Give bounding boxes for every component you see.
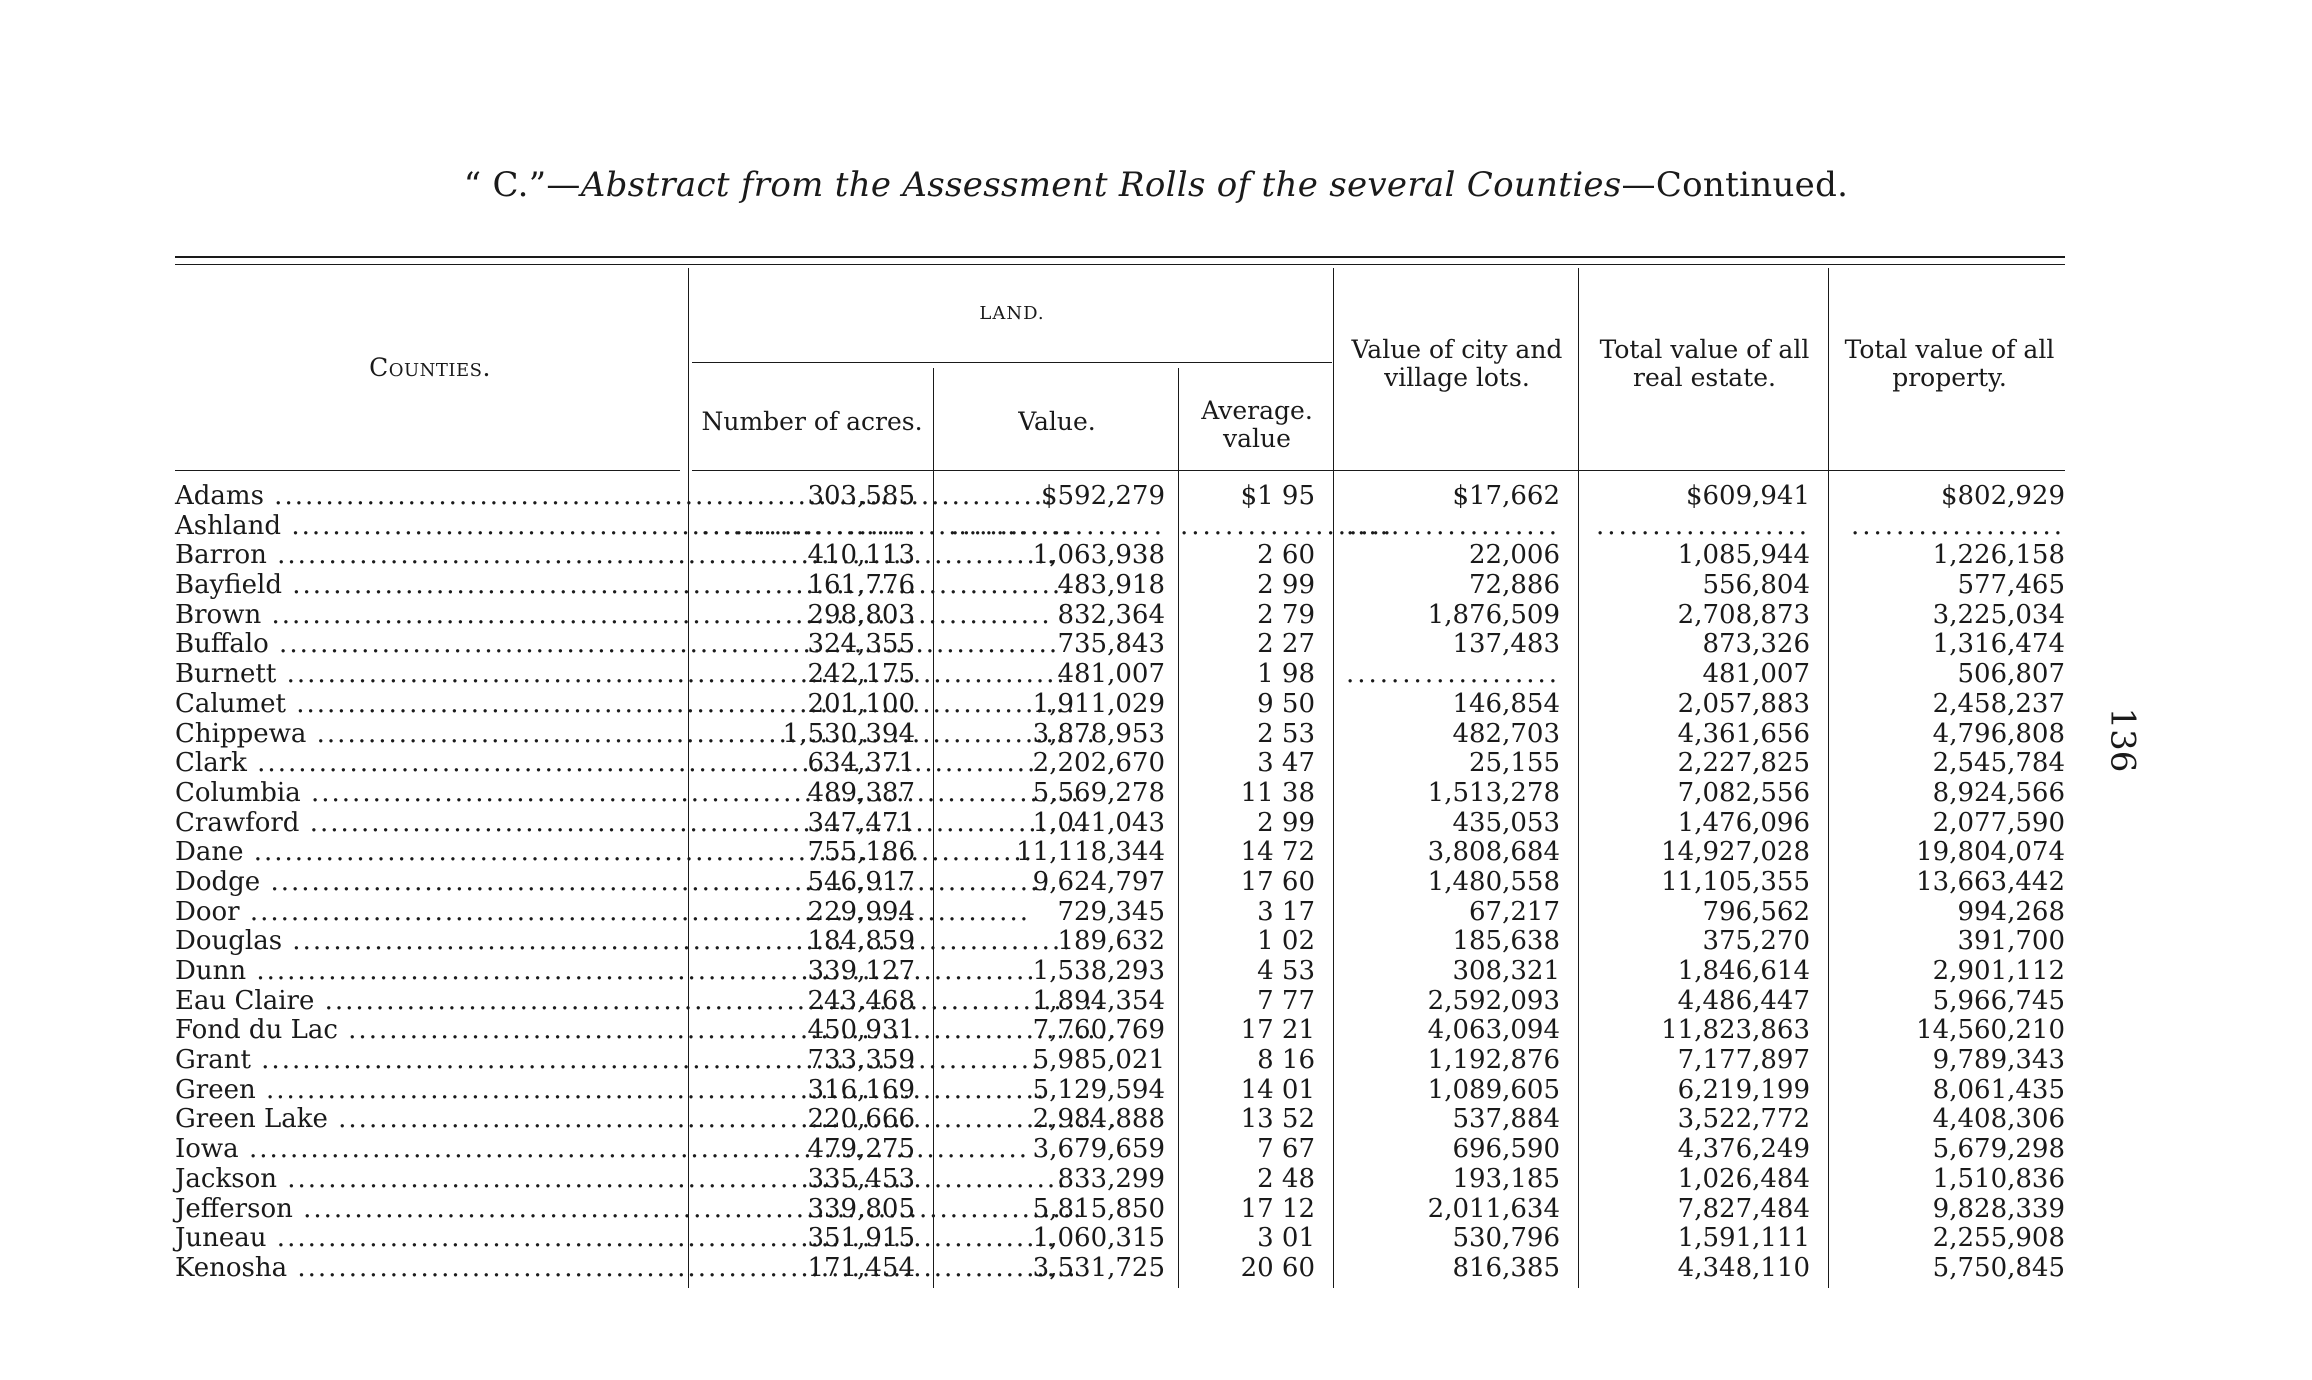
cell-value: 5,569,278: [1032, 777, 1165, 808]
cell-real: 1,476,096: [1677, 807, 1810, 838]
cell-property: 1,226,158: [1932, 540, 2065, 571]
cell-property: ...................: [1850, 510, 2065, 541]
cell-lots: 22,006: [1469, 540, 1560, 571]
county-name: Adams .....: [175, 482, 680, 512]
table-row: [0, 1046, 2312, 1076]
cell-property: 5,966,745: [1932, 985, 2065, 1016]
cell-avg: 2 48: [1257, 1163, 1315, 1194]
cell-lots: 185,638: [1452, 926, 1560, 957]
table-body: [0, 482, 2312, 1284]
cell-value: 2,984,888: [1032, 1104, 1165, 1135]
cell-lots: 137,483: [1452, 629, 1560, 660]
cell-lots: 193,185: [1452, 1163, 1560, 1194]
county-name: Calumet .....: [175, 690, 680, 720]
county-name: Jackson .....: [175, 1165, 680, 1195]
county-name: Green .....: [175, 1076, 680, 1106]
cell-lots: 1,089,605: [1427, 1074, 1560, 1105]
county-name: Dodge .....: [175, 868, 680, 898]
header-counties: Counties.: [369, 353, 491, 382]
cell-value: 735,843: [1057, 629, 1165, 660]
cell-property: 2,901,112: [1932, 956, 2065, 986]
cell-lots: $17,662: [1452, 481, 1560, 511]
cell-property: 577,465: [1957, 570, 2065, 601]
cell-avg: 11 38: [1240, 777, 1315, 808]
header-lots: [1337, 336, 1577, 392]
cell-acres: 184,859: [807, 926, 915, 957]
county-name: Columbia .....: [175, 779, 680, 809]
cell-property: 506,807: [1957, 659, 2065, 690]
cell-acres: 229,994: [807, 896, 915, 927]
cell-value: 9,624,797: [1032, 866, 1165, 897]
table-row: [0, 809, 2312, 839]
header-average-line1: Average.: [1201, 396, 1313, 425]
cell-value: 5,985,021: [1032, 1045, 1165, 1076]
table-row: [0, 898, 2312, 928]
cell-property: 391,700: [1957, 926, 2065, 957]
top-double-rule-2: [175, 264, 2065, 265]
cell-avg: ...................: [1180, 510, 1395, 541]
cell-real: 3,522,772: [1677, 1104, 1810, 1135]
county-name: Kenosha .....: [175, 1254, 680, 1284]
cell-property: 1,510,836: [1932, 1163, 2065, 1194]
county-name: Green Lake .....: [175, 1105, 680, 1135]
cell-property: 13,663,442: [1916, 866, 2065, 897]
land-header-rule: [692, 362, 1332, 363]
cell-property: 2,458,237: [1932, 688, 2065, 719]
cell-avg: 2 53: [1257, 718, 1315, 749]
county-name: Grant .....: [175, 1046, 680, 1076]
cell-acres: 410,113: [807, 540, 915, 571]
cell-avg: 17 21: [1240, 1015, 1315, 1046]
cell-acres: 479,275: [807, 1134, 915, 1165]
cell-real: 1,085,944: [1677, 540, 1810, 571]
cell-avg: 14 01: [1240, 1074, 1315, 1105]
cell-real: 7,082,556: [1677, 777, 1810, 808]
cell-acres: 201,100: [807, 688, 915, 719]
title-italic: Abstract from the Assessment Rolls of the several Counties: [580, 165, 1622, 205]
county-name: Jefferson .....: [175, 1195, 680, 1225]
county-name: Barron .....: [175, 541, 680, 571]
cell-avg: 13 52: [1240, 1104, 1315, 1135]
cell-real: 7,177,897: [1677, 1045, 1810, 1076]
table-row: [0, 1076, 2312, 1106]
table-row: [0, 720, 2312, 750]
cell-avg: 1 98: [1257, 659, 1315, 690]
county-name: Bayfield .....: [175, 571, 680, 601]
cell-property: 3,225,034: [1932, 599, 2065, 630]
cell-value: 5,129,594: [1032, 1074, 1165, 1105]
cell-real: 1,026,484: [1677, 1163, 1810, 1194]
header-real-line2: real estate.: [1633, 363, 1776, 392]
cell-acres: 755,186: [807, 837, 915, 868]
cell-property: 9,828,339: [1932, 1193, 2065, 1224]
cell-avg: 7 67: [1257, 1134, 1315, 1165]
cell-acres: 243,468: [807, 985, 915, 1016]
cell-acres: 546,917: [807, 866, 915, 897]
cell-avg: 9 50: [1257, 688, 1315, 719]
cell-value: 729,345: [1057, 896, 1165, 927]
cell-property: 5,750,845: [1932, 1252, 2065, 1283]
cell-lots: 2,011,634: [1427, 1193, 1560, 1224]
cell-real: 796,562: [1702, 896, 1810, 927]
cell-real: 4,361,656: [1677, 718, 1810, 749]
cell-value: 5,815,850: [1032, 1193, 1165, 1224]
cell-property: 1,316,474: [1932, 629, 2065, 660]
table-row: [0, 1224, 2312, 1254]
cell-real: 4,376,249: [1677, 1134, 1810, 1165]
cell-avg: 20 60: [1240, 1252, 1315, 1283]
cell-avg: 3 17: [1257, 896, 1315, 927]
county-name: Iowa .....: [175, 1135, 680, 1165]
cell-real: ...................: [1595, 510, 1810, 541]
cell-real: 2,227,825: [1677, 748, 1810, 779]
cell-lots: ...................: [1345, 510, 1560, 541]
cell-real: 1,591,111: [1677, 1223, 1810, 1254]
header-lots-line2: village lots.: [1384, 363, 1530, 392]
table-row: [0, 1254, 2312, 1284]
cell-value: 1,060,315: [1032, 1223, 1165, 1254]
cell-acres: 220,666: [807, 1104, 915, 1135]
cell-property: 4,796,808: [1932, 718, 2065, 749]
header-land: LAND.: [979, 303, 1045, 324]
header-real-line1: Total value of all: [1599, 335, 1810, 364]
county-name: Dane .....: [175, 838, 680, 868]
county-name: Douglas .....: [175, 927, 680, 957]
table-row: [0, 601, 2312, 631]
county-name: Clark .....: [175, 749, 680, 779]
title-prefix: “ C.”—: [463, 165, 581, 205]
cell-avg: 2 60: [1257, 540, 1315, 571]
cell-real: 481,007: [1702, 659, 1810, 690]
cell-acres: ...................: [700, 510, 915, 541]
cell-value: ...................: [950, 510, 1165, 541]
table-row: [0, 541, 2312, 571]
table-row: [0, 927, 2312, 957]
cell-lots: 146,854: [1452, 688, 1560, 719]
county-name: Dunn .....: [175, 957, 680, 987]
cell-acres: 303,585: [807, 481, 915, 511]
cell-property: 994,268: [1957, 896, 2065, 927]
cell-value: 189,632: [1057, 926, 1165, 957]
cell-property: 5,679,298: [1932, 1134, 2065, 1165]
county-name: Ashland .....: [175, 512, 680, 542]
cell-avg: 8 16: [1257, 1045, 1315, 1076]
cell-real: 6,219,199: [1677, 1074, 1810, 1105]
cell-value: 483,918: [1057, 570, 1165, 601]
cell-real: 11,105,355: [1661, 866, 1810, 897]
table-row: [0, 512, 2312, 542]
header-average-line2: value: [1223, 424, 1291, 453]
cell-value: 11,118,344: [1016, 837, 1165, 868]
cell-real: 4,348,110: [1677, 1252, 1810, 1283]
cell-property: 19,804,074: [1916, 837, 2065, 868]
table-row: [0, 987, 2312, 1017]
table-row: [0, 571, 2312, 601]
header-real-estate: [1582, 336, 1827, 392]
county-name: Burnett .....: [175, 660, 680, 690]
cell-real: $609,941: [1685, 481, 1810, 511]
cell-avg: 17 12: [1240, 1193, 1315, 1224]
table-row: [0, 630, 2312, 660]
header-average: [1182, 397, 1332, 453]
cell-acres: 339,127: [807, 956, 915, 986]
cell-real: 375,270: [1702, 926, 1810, 957]
cell-lots: 1,480,558: [1427, 866, 1560, 897]
cell-value: 481,007: [1057, 659, 1165, 690]
county-name: Fond du Lac .....: [175, 1016, 680, 1046]
page-number: 136: [2102, 707, 2143, 773]
cell-real: 2,708,873: [1677, 599, 1810, 630]
cell-acres: 242,175: [807, 659, 915, 690]
cell-value: 3,878,953: [1032, 718, 1165, 749]
cell-lots: 3,808,684: [1427, 837, 1560, 868]
cell-real: 873,326: [1702, 629, 1810, 660]
cell-avg: 2 79: [1257, 599, 1315, 630]
cell-lots: 816,385: [1452, 1252, 1560, 1283]
cell-lots: 435,053: [1452, 807, 1560, 838]
table-row: [0, 482, 2312, 512]
cell-real: 556,804: [1702, 570, 1810, 601]
cell-value: $592,279: [1040, 481, 1165, 511]
cell-property: 2,077,590: [1932, 807, 2065, 838]
cell-acres: 1,530,394: [782, 718, 915, 749]
cell-real: 7,827,484: [1677, 1193, 1810, 1224]
cell-lots: 2,592,093: [1427, 985, 1560, 1016]
cell-value: 1,894,354: [1032, 985, 1165, 1016]
cell-lots: 530,796: [1452, 1223, 1560, 1254]
header-bottom-rule: [175, 470, 680, 471]
page-title: [0, 165, 2312, 205]
county-name: Buffalo .....: [175, 630, 680, 660]
county-name: Door .....: [175, 898, 680, 928]
header-property-line1: Total value of all: [1844, 335, 2055, 364]
header-property: [1832, 336, 2067, 392]
cell-acres: 161,776: [807, 570, 915, 601]
cell-real: 14,927,028: [1661, 837, 1810, 868]
cell-real: 11,823,863: [1661, 1015, 1810, 1046]
cell-value: 7,760,769: [1032, 1015, 1165, 1046]
cell-avg: 1 02: [1257, 926, 1315, 957]
cell-lots: 1,876,509: [1427, 599, 1560, 630]
cell-lots: 72,886: [1469, 570, 1560, 601]
cell-acres: 324,355: [807, 629, 915, 660]
cell-value: 3,679,659: [1032, 1134, 1165, 1165]
cell-lots: ...................: [1345, 659, 1560, 690]
cell-acres: 335,453: [807, 1163, 915, 1194]
top-double-rule-1: [175, 256, 2065, 258]
cell-avg: 2 27: [1257, 629, 1315, 660]
cell-value: 832,364: [1057, 599, 1165, 630]
county-name: Juneau .....: [175, 1224, 680, 1254]
table-row: [0, 749, 2312, 779]
cell-avg: 2 99: [1257, 570, 1315, 601]
cell-acres: 489,387: [807, 777, 915, 808]
cell-avg: 14 72: [1240, 837, 1315, 868]
cell-avg: 2 99: [1257, 807, 1315, 838]
cell-lots: 4,063,094: [1427, 1015, 1560, 1046]
cell-avg: $1 95: [1240, 481, 1315, 511]
table-row: [0, 1135, 2312, 1165]
cell-acres: 339,805: [807, 1193, 915, 1224]
cell-value: 1,538,293: [1032, 956, 1165, 986]
header-acres: Number of acres.: [701, 407, 923, 436]
cell-value: 1,911,029: [1032, 688, 1165, 719]
table-row: [0, 838, 2312, 868]
cell-acres: 351,915: [807, 1223, 915, 1254]
cell-value: 1,041,043: [1032, 807, 1165, 838]
table-row: [0, 957, 2312, 987]
county-name: Crawford .....: [175, 809, 680, 839]
cell-lots: 1,513,278: [1427, 777, 1560, 808]
cell-acres: 733,359: [807, 1045, 915, 1076]
cell-property: 8,061,435: [1932, 1074, 2065, 1105]
table-row: [0, 1165, 2312, 1195]
cell-acres: 634,371: [807, 748, 915, 779]
table-row: [0, 660, 2312, 690]
cell-value: 2,202,670: [1032, 748, 1165, 779]
cell-lots: 1,192,876: [1427, 1045, 1560, 1076]
cell-lots: 25,155: [1469, 748, 1560, 779]
cell-real: 4,486,447: [1677, 985, 1810, 1016]
cell-property: 8,924,566: [1932, 777, 2065, 808]
cell-real: 2,057,883: [1677, 688, 1810, 719]
cell-lots: 67,217: [1469, 896, 1560, 927]
table-row: [0, 1105, 2312, 1135]
cell-avg: 17 60: [1240, 866, 1315, 897]
county-name: Chippewa .....: [175, 720, 680, 750]
header-lots-line1: Value of city and: [1351, 335, 1563, 364]
table-row: [0, 1016, 2312, 1046]
cell-property: 2,255,908: [1932, 1223, 2065, 1254]
cell-value: 1,063,938: [1032, 540, 1165, 571]
cell-acres: 298,803: [807, 599, 915, 630]
title-suffix: —Continued.: [1621, 165, 1849, 205]
cell-property: 9,789,343: [1932, 1045, 2065, 1076]
cell-real: 1,846,614: [1677, 956, 1810, 986]
table-row: [0, 868, 2312, 898]
header-property-line2: property.: [1892, 363, 2007, 392]
cell-lots: 537,884: [1452, 1104, 1560, 1135]
cell-property: 14,560,210: [1916, 1015, 2065, 1046]
header-bottom-rule: [692, 470, 2065, 471]
cell-acres: 316,169: [807, 1074, 915, 1105]
table-row: [0, 690, 2312, 720]
cell-lots: 308,321: [1452, 956, 1560, 986]
county-name: Brown .....: [175, 601, 680, 631]
cell-lots: 696,590: [1452, 1134, 1560, 1165]
cell-property: 4,408,306: [1932, 1104, 2065, 1135]
cell-value: 3,531,725: [1032, 1252, 1165, 1283]
cell-avg: 3 01: [1257, 1223, 1315, 1254]
cell-avg: 4 53: [1257, 956, 1315, 986]
cell-avg: 3 47: [1257, 748, 1315, 779]
cell-avg: 7 77: [1257, 985, 1315, 1016]
cell-property: 2,545,784: [1932, 748, 2065, 779]
county-name: Eau Claire .....: [175, 987, 680, 1017]
table-row: [0, 779, 2312, 809]
cell-property: $802,929: [1940, 481, 2065, 511]
table-row: [0, 1195, 2312, 1225]
cell-acres: 347,471: [807, 807, 915, 838]
header-value: Value.: [1018, 407, 1096, 436]
cell-value: 833,299: [1057, 1163, 1165, 1194]
cell-acres: 450,931: [807, 1015, 915, 1046]
cell-acres: 171,454: [807, 1252, 915, 1283]
cell-lots: 482,703: [1452, 718, 1560, 749]
